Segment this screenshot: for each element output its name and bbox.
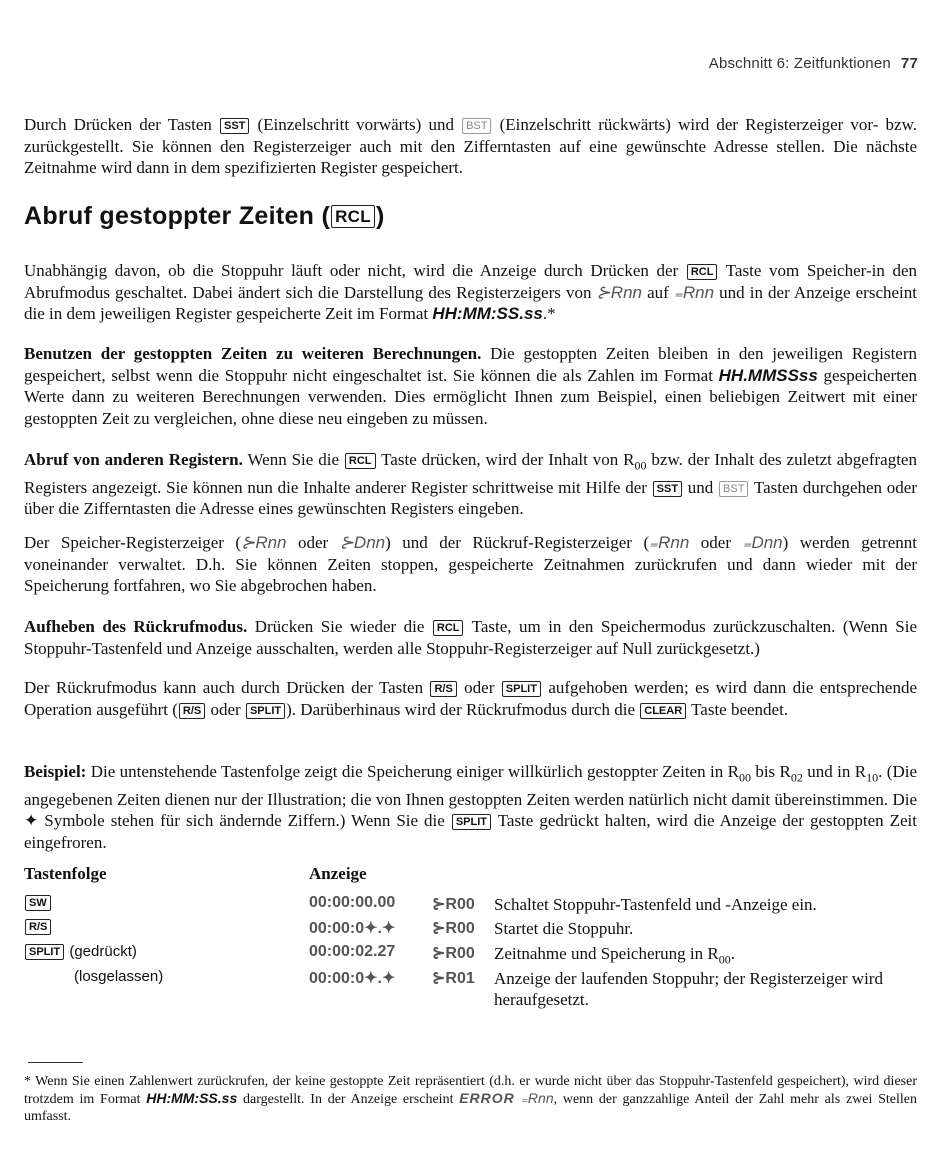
split-key: SPLIT [452, 814, 491, 830]
row-description: Zeitnahme und Speicherung in $R_{00}$. [494, 944, 735, 967]
table-row [24, 943, 924, 965]
display-value: 00:00:0✦.✦ [309, 970, 396, 987]
paragraph-example: Beispiel: Die untenstehende Tastenfolge zeigt die Speicherung einiger willkürlich gestoppter Zeiten in $R_{00}$ bis $R_{02}$ und in $R_{10}$. (Die angegebenen Zeiten dienen nur der Illustration; die von Ihnen gestoppten Zeiten werden natürlich nicht damit übereinstimmen. Die ✦ Symbole stehen für sich ändernde Ziffern.) Wenn Sie die SPLIT Taste gedrückt halten, wird die Anzeige der gestoppten Zeit eingefroren. [24, 762, 917, 852]
register-pointer: ⊱R00 [432, 896, 475, 913]
pointer-symbol: ⊱Rnn [596, 282, 642, 302]
rs-key: R/S [179, 703, 205, 719]
key-note: (losgelassen) [74, 968, 164, 985]
table-row [24, 968, 924, 1009]
footnote: * Wenn Sie einen Zahlenwert zurückrufen, der keine gestoppte Zeit repräsentiert (d.h. er wurde nicht über das Stoppuhr-Tastenfeld gespeichert), wird dieser trotzdem im Format HH:MM:SS.ss dargestellt. In der Anzeige erscheint ERROR ₌Rnn, wenn der ganzzahlige Anteil der Zahl mehr als zwei Stellen umfasst. [24, 1074, 917, 1124]
table-row [24, 894, 924, 916]
table-header [24, 864, 924, 886]
paragraph-recall-mode: Unabhängig davon, ob die Stoppuhr läuft oder nicht, wird die Anzeige durch Drücken der RCL Taste vom Speicher-in den Abrufmodus geschaltet. Dabei ändert sich die Darstellung des Registerzeigers von ⊱Rnn auf ₌Rnn und in der Anzeige erscheint die in dem jeweiligen Register gespeicherte Zeit im Format HH:MM:SS.ss.* [24, 261, 917, 323]
paragraph-pointers: Der Speicher-Registerzeiger (⊱Rnn oder ⊱Dnn) und der Rückruf-Registerzeiger (₌Rnn oder ₌Dnn) werden getrennt voneinander verwaltet. D.h. Sie können Zeiten stoppen, gespeicherte Zeitnahmen zurückrufen und dann wieder mit der Speicherung fortfahren, wo Sie abgebrochen haben. [24, 533, 917, 595]
paragraph-other-registers: Abruf von anderen Registern. Wenn Sie die RCL Taste drücken, wird der Inhalt von $R_{00}$ bzw. der Inhalt des zuletzt abgefragten Registers angezeigt. Sie können nun die Inhalte anderer Register schrittweise mit Hilfe der SST und BST Tasten durchgehen oder über die Zifferntasten die Adresse eines gewünschten Registers eingeben. [24, 450, 918, 519]
section-title: Abschnitt 6: Zeitfunktionen [708, 55, 891, 72]
number-format: HH.MMSSss [718, 365, 818, 385]
clear-key: CLEAR [640, 703, 686, 719]
time-format: HH:MM:SS.ss [432, 304, 543, 323]
register-pointer: ⊱R01 [432, 970, 475, 987]
column-header-keys: Tastenfolge [24, 864, 107, 883]
paragraph-cancel-recall: Aufheben des Rückrufmodus. Drücken Sie wieder die RCL Taste, um in den Speichermodus zurückzuschalten. (Wenn Sie Stoppuhr-Tastenfeld und Anzeige ausschalten, werden alle Stoppuhr-Registerzeiger auf Null zurückgesetzt.) [24, 617, 917, 658]
split-key: SPLIT [25, 944, 64, 960]
row-description: Anzeige der laufenden Stoppuhr; der Registerzeiger wird heraufgesetzt. [494, 969, 883, 1009]
page-number: 77 [900, 55, 918, 72]
pointer-symbol: ₌Rnn [673, 282, 715, 302]
error-display: ERROR [459, 1090, 515, 1106]
register-pointer: ⊱R00 [432, 920, 475, 937]
sst-key: SST [653, 481, 682, 497]
sst-key: SST [220, 118, 249, 134]
register-pointer: ⊱R00 [432, 945, 475, 962]
paragraph-cancel-keys: Der Rückrufmodus kann auch durch Drücken der Tasten R/S oder SPLIT aufgehoben werden; es wird dann die entsprechende Operation ausgeführt ( R/S oder SPLIT ). Darüberhinaus wird der Rückrufmodus durch die CLEAR Taste beendet. [24, 678, 917, 719]
rs-key: R/S [430, 681, 456, 697]
page-header [709, 55, 918, 72]
display-value: 00:00:00.00 [309, 894, 396, 911]
table-row [24, 918, 924, 940]
bst-key: BST [462, 118, 491, 134]
paragraph-register-pointer: Durch Drücken der Tasten SST (Einzelschritt vorwärts) und BST (Einzelschritt rückwärts) wird der Registerzeiger vor- bzw. zurückgestellt. Sie können den Registerzeiger auch mit den Zifferntasten auf eine gewünschte Adresse stellen. Die nächste Zeitnahme wird dann in dem spezifizierten Register gespeichert. [24, 115, 917, 177]
paragraph-calculations: Benutzen der gestoppten Zeiten zu weiteren Berechnungen. Die gestoppten Zeiten bleiben in den jeweiligen Registern gespeichert, selbst wenn die Stoppuhr nicht eingeschaltet ist. Sie können die als Zahlen im Format HH.MMSSss gespeicherten Werte dann zu weiteren Berechnungen verwenden. Dies ermöglicht Ihnen zum Beispiel, einen beliebigen Zeitwert mit einer gestoppten Zeit zu vergleichen, ohne diese neu eingeben zu müssen. [24, 344, 917, 428]
row-description: Startet die Stoppuhr. [494, 919, 634, 938]
display-value: 00:00:02.27 [309, 943, 396, 960]
rcl-key: RCL [433, 620, 464, 636]
column-header-display: Anzeige [309, 864, 367, 883]
split-key: SPLIT [246, 703, 285, 719]
sw-key: SW [25, 895, 51, 911]
rcl-key: RCL [687, 264, 718, 280]
footnote-divider [28, 1062, 83, 1063]
section-heading: Abruf gestoppter Zeiten ( RCL ) [24, 202, 385, 230]
bst-key: BST [719, 481, 748, 497]
key-note: (gedrückt) [69, 943, 137, 960]
rcl-key: RCL [331, 205, 375, 228]
row-description: Schaltet Stoppuhr-Tastenfeld und -Anzeige ein. [494, 895, 817, 914]
rs-key: R/S [25, 919, 51, 935]
split-key: SPLIT [502, 681, 541, 697]
display-value: 00:00:0✦.✦ [309, 920, 396, 937]
rcl-key: RCL [345, 453, 376, 469]
